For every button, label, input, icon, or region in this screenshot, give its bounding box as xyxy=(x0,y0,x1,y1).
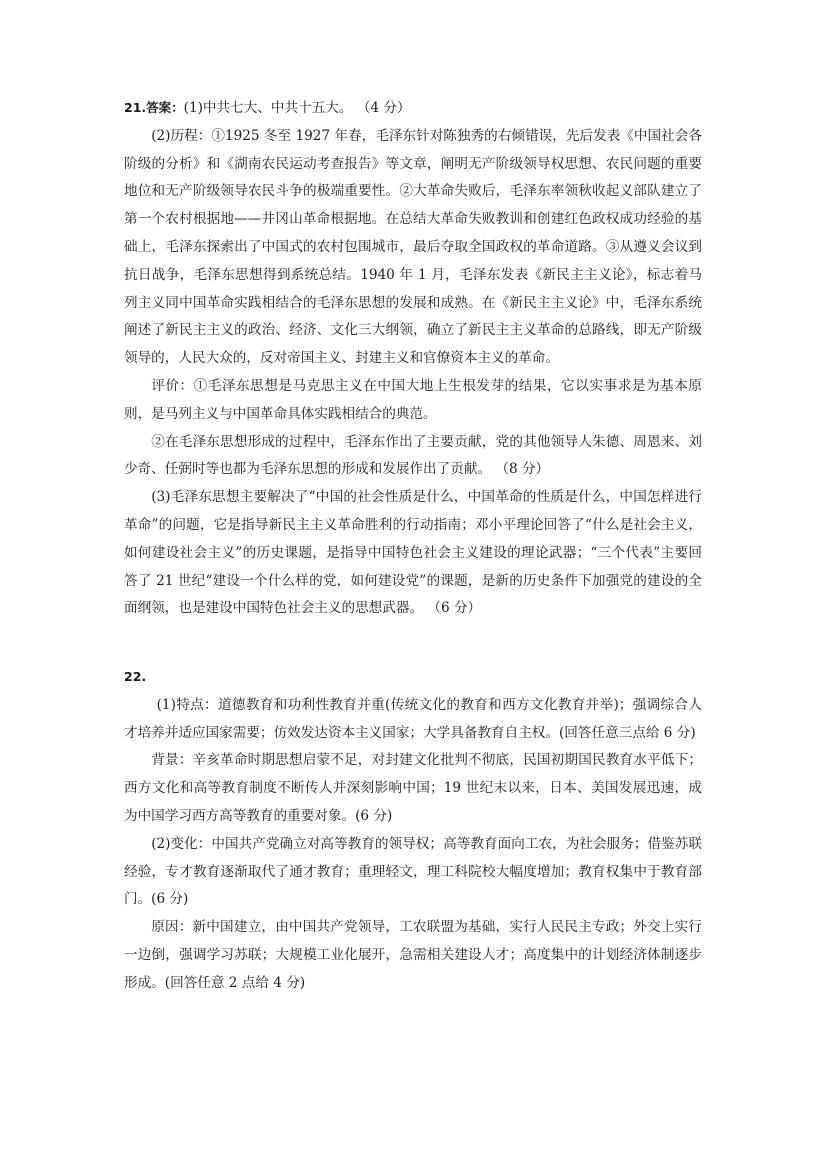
q22-part1-features: (1)特点：道德教育和功利性教育并重(传统文化的教育和西方文化教育并举)；强调综合人才培养并适应国家需要；仿效发达资本主义国家；大学具备教育自主权。(回答任意三点给 6 分) xyxy=(124,696,702,741)
q21-evaluation-1: 评价：①毛泽东思想是马克思主义在中国大地上生根发芽的结果，它以实事求是为基本原则，是马列主义与中国革命具体实践相结合的典范。 xyxy=(124,377,702,422)
q21-part2-process: (2)历程：①1925 冬至 1927 年春，毛泽东针对陈独秀的右倾错误，先后发表《中国社会各阶级的分析》和《湖南农民运动考查报告》等文章，阐明无产阶级领导权思想、农民问题的重要地位和无产阶级领导农民斗争的极端重要性。②大革命失败后，毛泽东率领秋收起义部队建立了第一个农村根据地——井冈山革命根据地。在总结大革命失败教训和创建红色政权成功经验的基础上，毛泽东探索出了中国式的农村包围城市，最后夺取全国政权的革命道路。③从遵义会议到抗日战争，毛泽东思想得到系统总结。1940 年 1 月，毛泽东发表《新民主主义论》，标志着马列主义同中国革命实践相结合的毛泽东思想的发展和成熟。在《新民主主义论》中，毛泽东系统阐述了新民主主义的政治、经济、文化三大纲领，确立了新民主主义革命的总路线，即无产阶级领导的，人民大众的，反对帝国主义、封建主义和官僚资本主义的革命。 xyxy=(124,127,702,367)
q22-reasons: 原因：新中国建立，由中国共产党领导，工农联盟为基础，实行人民民主专政；外交上实行一边倒，强调学习苏联；大规模工业化展开，急需相关建设人才；高度集中的计划经济体制逐步形成。(回答任意 2 点给 4 分) xyxy=(124,919,702,991)
q21-part1-text: (1)中共七大、中共十五大。 （4 分） xyxy=(183,100,411,116)
q22-background: 背景：辛亥革命时期思想启蒙不足，对封建文化批判不彻底，民国初期国民教育水平低下；西方文化和高等教育制度不断传人并深刻影响中国；19 世纪末以来，日本、美国发展迅速，成为中国学习西方高等教育的重要对象。(6 分) xyxy=(124,752,702,824)
q22-number: 22. xyxy=(124,669,147,684)
q22-part2-changes: (2)变化：中国共产党确立对高等教育的领导权；高等教育面向工农，为社会服务；借鉴苏联经验，专才教育逐渐取代了通才教育；重理轻文，理工科院校大幅度增加；教育权集中于教育部门。(6 分) xyxy=(124,835,702,908)
q21-part3: (3)毛泽东思想主要解决了“中国的社会性质是什么，中国革命的性质是什么，中国怎样进行革命”的问题，它是指导新民主主义革命胜利的行动指南；邓小平理论回答了“什么是社会主义，如何建设社会主义”的历史课题，是指导中国特色社会主义建设的理论武器；“三个代表”主要回答了 21 世纪“建设一个什么样的党，如何建设党”的课题，是新的历史条件下加强党的建设的全面纲领，也是建设中国特色社会主义的思想武器。 （6 分） xyxy=(124,489,702,617)
q21-number: 21. xyxy=(124,100,147,115)
q21-answer-line xyxy=(124,94,702,123)
question-21 xyxy=(124,94,702,623)
q21-answer-label: 答案： xyxy=(146,100,184,115)
question-22 xyxy=(124,663,702,998)
q22-heading xyxy=(124,663,702,692)
q21-evaluation-2: ②在毛泽东思想形成的过程中，毛泽东作出了主要贡献，党的其他领导人朱德、周恩来、刘少奇、任弼时等也都为毛泽东思想的形成和发展作出了贡献。 （8 分） xyxy=(124,433,702,478)
